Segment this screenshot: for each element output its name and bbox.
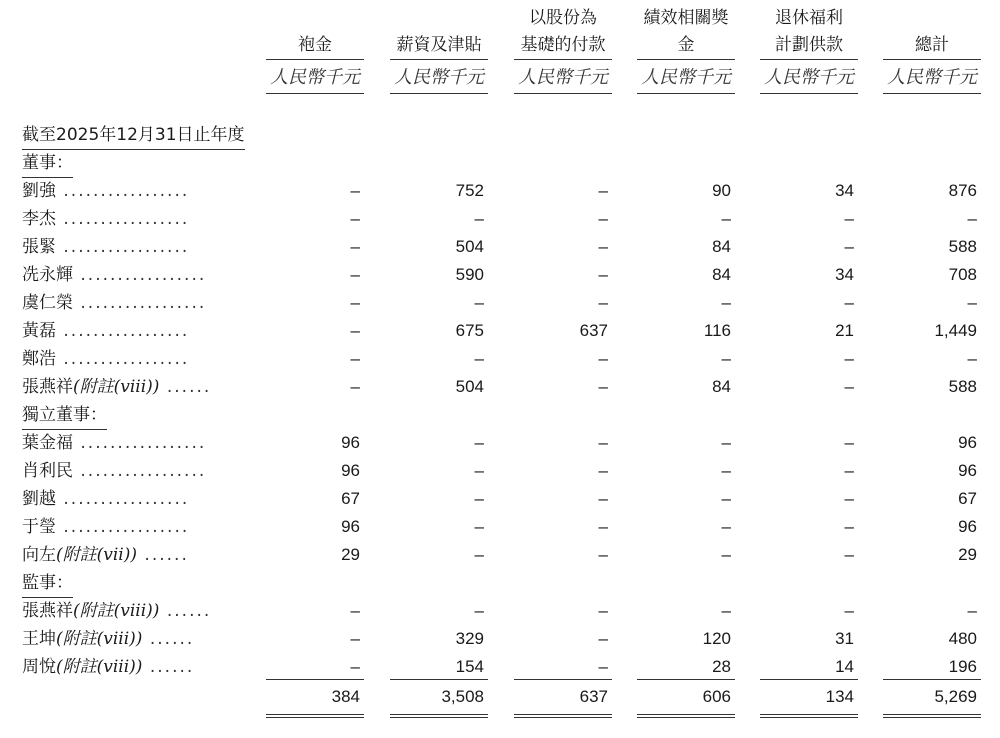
column-title-line: 績效相關獎金: [643, 8, 729, 55]
value-cell: 504: [455, 237, 484, 256]
value-cell: –: [598, 349, 608, 368]
row-label: [22, 317, 242, 345]
leader-dots: .................: [73, 461, 207, 481]
row-label: [22, 345, 242, 373]
table-row: [0, 625, 1000, 653]
column-title-line: 袍金: [298, 35, 332, 55]
row-label: [22, 177, 242, 205]
value-cell: –: [474, 489, 484, 508]
person-name: 張燕祥: [22, 377, 73, 397]
value-cell: 28: [712, 657, 731, 676]
value-cell: –: [350, 209, 360, 228]
value-cell: –: [721, 293, 731, 312]
note-ref: (附註(vii)): [56, 545, 138, 565]
table-row: [0, 177, 1000, 205]
column-header: [514, 0, 612, 94]
column-header: [760, 0, 858, 94]
value-cell: –: [721, 461, 731, 480]
table-row: [0, 597, 1000, 625]
value-cell: 34: [835, 265, 854, 284]
value-cell: –: [350, 293, 360, 312]
value-cell: –: [967, 349, 977, 368]
table-row: [0, 513, 1000, 541]
value-cell: –: [844, 489, 854, 508]
table-row: [0, 317, 1000, 345]
value-cell: –: [474, 293, 484, 312]
value-cell: 31: [835, 629, 854, 648]
row-label: [22, 233, 242, 261]
person-name: 張緊: [22, 237, 56, 257]
value-cell: –: [350, 629, 360, 648]
row-label: [22, 625, 242, 653]
value-cell: –: [598, 265, 608, 284]
double-rule: [266, 714, 364, 718]
value-cell: –: [844, 433, 854, 452]
column-title-line: 退休福利: [775, 8, 843, 28]
value-cell: –: [474, 433, 484, 452]
value-cell: –: [844, 349, 854, 368]
value-cell: 590: [455, 265, 484, 284]
value-cell: –: [598, 601, 608, 620]
person-name: 王坤: [22, 629, 56, 649]
leader-dots: .................: [56, 209, 190, 229]
value-cell: 29: [958, 545, 977, 564]
section-heading: 獨立董事：: [22, 401, 107, 430]
row-label: [22, 597, 242, 625]
note-ref: (附註(viii)): [73, 377, 160, 397]
value-cell: 504: [455, 377, 484, 396]
leader-dots: .................: [56, 321, 190, 341]
total-rule: [514, 679, 612, 680]
leader-dots: .................: [56, 237, 190, 257]
table-row: [0, 653, 1000, 681]
value-cell: –: [967, 601, 977, 620]
value-cell: –: [598, 657, 608, 676]
value-cell: –: [598, 209, 608, 228]
value-cell: 14: [835, 657, 854, 676]
value-cell: 90: [712, 181, 731, 200]
value-cell: 588: [948, 237, 977, 256]
value-cell: –: [598, 489, 608, 508]
table-row: [0, 205, 1000, 233]
value-cell: –: [474, 601, 484, 620]
period-label: 截至2025年12月31日止年度: [22, 121, 245, 150]
totals-row: [0, 683, 1000, 711]
value-cell: 196: [948, 657, 977, 676]
row-label: [22, 457, 242, 485]
value-cell: –: [721, 517, 731, 536]
total-cell: 384: [331, 687, 360, 706]
double-rule: [514, 714, 612, 718]
person-name: 李杰: [22, 209, 56, 229]
value-cell: 637: [579, 321, 608, 340]
person-name: 張燕祥: [22, 601, 73, 621]
value-cell: –: [598, 237, 608, 256]
value-cell: –: [721, 349, 731, 368]
value-cell: –: [598, 545, 608, 564]
table-row: [0, 373, 1000, 401]
value-cell: 675: [455, 321, 484, 340]
note-ref: (附註(viii)): [56, 657, 143, 677]
value-cell: –: [474, 461, 484, 480]
value-cell: 21: [835, 321, 854, 340]
value-cell: 96: [958, 517, 977, 536]
column-header: [637, 0, 735, 94]
value-cell: –: [598, 461, 608, 480]
person-name: 周悅: [22, 657, 56, 677]
value-cell: –: [844, 237, 854, 256]
value-cell: –: [844, 601, 854, 620]
value-cell: –: [598, 517, 608, 536]
section-heading: 董事：: [22, 149, 73, 178]
value-cell: 588: [948, 377, 977, 396]
value-cell: –: [598, 377, 608, 396]
value-cell: –: [967, 209, 977, 228]
total-rule: [883, 679, 981, 680]
double-rule: [390, 714, 488, 718]
value-cell: –: [474, 517, 484, 536]
person-name: 冼永輝: [22, 265, 73, 285]
value-cell: 329: [455, 629, 484, 648]
value-cell: 1,449: [934, 321, 977, 340]
value-cell: –: [598, 433, 608, 452]
leader-dots: ......: [142, 657, 195, 677]
row-label: [22, 485, 242, 513]
column-title: [760, 5, 858, 60]
row-label: [22, 653, 242, 681]
double-rule: [760, 714, 858, 718]
value-cell: 96: [341, 433, 360, 452]
value-cell: 29: [341, 545, 360, 564]
column-unit: 人民幣千元: [637, 63, 735, 94]
value-cell: –: [844, 377, 854, 396]
value-cell: 752: [455, 181, 484, 200]
value-cell: –: [598, 293, 608, 312]
row-label: [22, 205, 242, 233]
column-title: [883, 32, 981, 60]
value-cell: –: [721, 433, 731, 452]
person-name: 虞仁榮: [22, 293, 73, 313]
column-header: [883, 0, 981, 94]
value-cell: 116: [703, 321, 731, 340]
person-name: 向左: [22, 545, 56, 565]
column-unit: 人民幣千元: [883, 63, 981, 94]
total-cell: 134: [825, 687, 854, 706]
person-name: 肖利民: [22, 461, 73, 481]
total-rule: [390, 679, 488, 680]
value-cell: –: [844, 545, 854, 564]
value-cell: –: [598, 181, 608, 200]
value-cell: –: [598, 629, 608, 648]
note-ref: (附註(viii)): [73, 601, 160, 621]
leader-dots: ......: [159, 377, 212, 397]
column-title: [637, 5, 735, 60]
value-cell: –: [721, 489, 731, 508]
table-row: [0, 289, 1000, 317]
value-cell: 34: [835, 181, 854, 200]
value-cell: –: [474, 209, 484, 228]
value-cell: –: [844, 293, 854, 312]
value-cell: –: [721, 601, 731, 620]
value-cell: –: [844, 517, 854, 536]
value-cell: –: [350, 601, 360, 620]
person-name: 鄭浩: [22, 349, 56, 369]
column-title-line: 基礎的付款: [520, 35, 606, 55]
row-label: [22, 513, 242, 541]
total-rule: [637, 679, 735, 680]
value-cell: 84: [712, 265, 731, 284]
value-cell: 480: [948, 629, 977, 648]
table-row: [0, 457, 1000, 485]
table-row: [0, 345, 1000, 373]
person-name: 于瑩: [22, 517, 56, 537]
leader-dots: .................: [73, 265, 207, 285]
value-cell: –: [474, 349, 484, 368]
table-row: [0, 541, 1000, 569]
value-cell: –: [474, 545, 484, 564]
total-cell: 3,508: [441, 687, 484, 706]
value-cell: –: [721, 209, 731, 228]
leader-dots: .................: [56, 181, 190, 201]
leader-dots: ......: [159, 601, 212, 621]
leader-dots: .................: [56, 349, 190, 369]
column-title: [266, 32, 364, 60]
person-name: 劉強: [22, 181, 56, 201]
table-row: [0, 429, 1000, 457]
value-cell: –: [844, 209, 854, 228]
table-row: [0, 233, 1000, 261]
value-cell: 708: [948, 265, 977, 284]
value-cell: –: [350, 349, 360, 368]
column-unit: 人民幣千元: [266, 63, 364, 94]
column-title: [514, 5, 612, 60]
column-title-line: 計劃供款: [775, 35, 843, 55]
double-rule: [883, 714, 981, 718]
value-cell: 96: [341, 517, 360, 536]
column-title: [390, 32, 488, 60]
value-cell: 96: [958, 433, 977, 452]
value-cell: 96: [958, 461, 977, 480]
value-cell: 154: [455, 657, 484, 676]
double-rule: [637, 714, 735, 718]
column-header: [266, 0, 364, 94]
column-unit: 人民幣千元: [514, 63, 612, 94]
column-unit: 人民幣千元: [390, 63, 488, 94]
row-label: [22, 373, 242, 401]
total-rule: [760, 679, 858, 680]
row-label: [22, 261, 242, 289]
value-cell: –: [350, 181, 360, 200]
leader-dots: .................: [73, 433, 207, 453]
column-header: [390, 0, 488, 94]
value-cell: –: [350, 321, 360, 340]
value-cell: 96: [341, 461, 360, 480]
leader-dots: .................: [56, 489, 190, 509]
column-title-line: 以股份為: [529, 8, 597, 28]
row-label: [22, 429, 242, 457]
person-name: 葉金福: [22, 433, 73, 453]
value-cell: 876: [948, 181, 977, 200]
person-name: 黃磊: [22, 321, 56, 341]
leader-dots: ......: [142, 629, 195, 649]
value-cell: –: [350, 377, 360, 396]
table-row: [0, 261, 1000, 289]
value-cell: –: [350, 265, 360, 284]
total-rule: [266, 679, 364, 680]
column-title-line: 總計: [915, 35, 949, 55]
section-heading: 監事：: [22, 569, 73, 598]
person-name: 劉越: [22, 489, 56, 509]
value-cell: 84: [712, 237, 731, 256]
total-cell: 5,269: [934, 687, 977, 706]
leader-dots: .................: [56, 517, 190, 537]
row-label: [22, 541, 242, 569]
leader-dots: ......: [137, 545, 189, 565]
column-unit: 人民幣千元: [760, 63, 858, 94]
value-cell: 84: [712, 377, 731, 396]
row-label: [22, 289, 242, 317]
value-cell: 120: [702, 629, 731, 648]
total-cell: 637: [579, 687, 608, 706]
value-cell: –: [721, 545, 731, 564]
value-cell: –: [350, 237, 360, 256]
value-cell: 67: [958, 489, 977, 508]
table-row: [0, 485, 1000, 513]
value-cell: –: [967, 293, 977, 312]
value-cell: 67: [341, 489, 360, 508]
column-title-line: 薪資及津貼: [396, 35, 482, 55]
leader-dots: .................: [73, 293, 207, 313]
value-cell: –: [350, 657, 360, 676]
note-ref: (附註(viii)): [56, 629, 143, 649]
total-cell: 606: [702, 687, 731, 706]
value-cell: –: [844, 461, 854, 480]
